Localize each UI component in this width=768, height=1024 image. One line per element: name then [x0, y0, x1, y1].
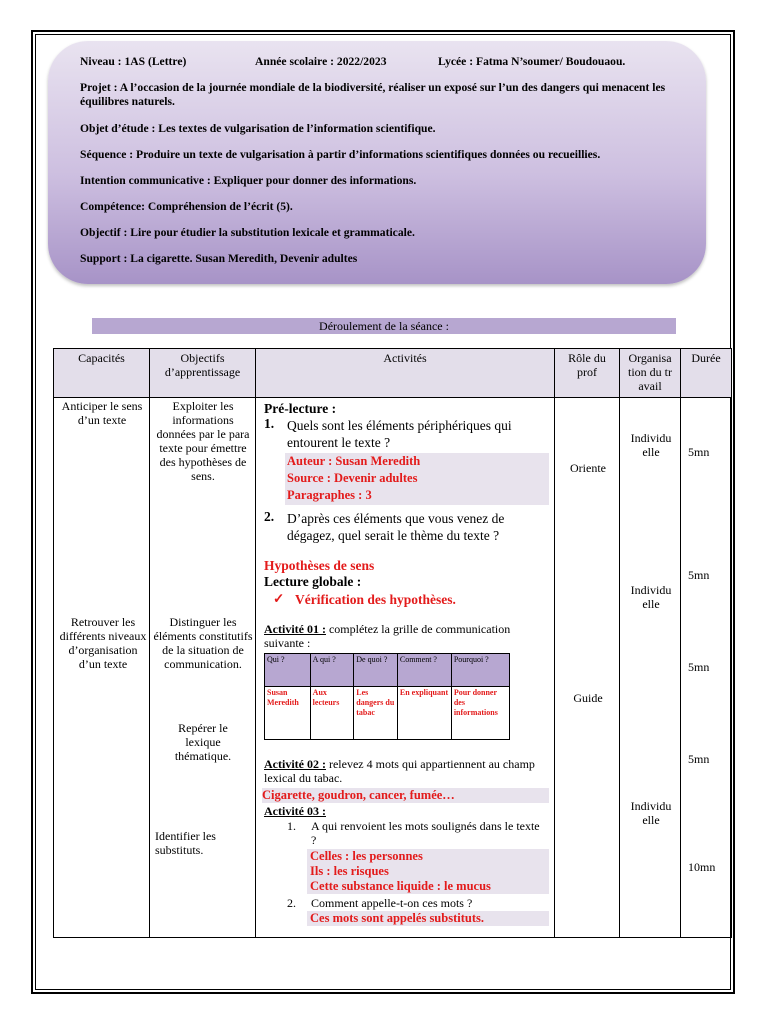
question-2: D’après ces éléments que vous venez de dégagez, quel serait le thème du texte ?	[287, 511, 505, 543]
table-body-row	[54, 398, 732, 938]
act3-answer-ils: Ils : les risques	[310, 864, 389, 878]
act3-answer-substituts: Ces mots sont appelés substituts.	[307, 911, 549, 926]
activite-02-answer: Cigarette, goudron, cancer, fumée…	[262, 788, 549, 803]
duree-1: 5mn	[688, 445, 710, 459]
header-annee: Année scolaire : 2022/2023	[255, 55, 387, 68]
grid-value-de-quoi: Les dangers du tabac	[354, 687, 398, 740]
grid-value-a-qui: Aux lecteurs	[310, 687, 354, 740]
objectif-distinguer: Distinguer les éléments constitutifs de la situation de communication.	[153, 615, 253, 671]
act3-question-1: A qui renvoient les mots soulignés dans le texte ?	[311, 819, 540, 847]
header-duree: Durée	[681, 349, 732, 398]
communication-grid	[264, 653, 510, 740]
verification-text: Vérification des hypothèses.	[295, 592, 456, 607]
duree-3: 5mn	[688, 660, 710, 674]
capacite-anticiper: Anticiper le sens d’un texte	[61, 399, 143, 427]
activite-01	[264, 622, 550, 650]
header-niveau: Niveau : 1AS (Lettre)	[80, 55, 187, 68]
objectif-identifier: Identifier les substituts.	[155, 829, 216, 857]
header-activites: Activités	[256, 349, 555, 398]
act3-q2-number: 2.	[287, 896, 296, 910]
answer-auteur: Auteur : Susan Meredith	[287, 454, 421, 468]
duree-4: 5mn	[688, 752, 710, 766]
role-guide: Guide	[573, 691, 603, 705]
header-box	[48, 41, 706, 284]
grid-value-pourquoi: Pour donner des informations	[451, 687, 509, 740]
duree-5: 10mn	[688, 860, 716, 874]
organisation-2: Individuelle	[630, 583, 672, 611]
header-objectifs	[150, 349, 256, 398]
act3-answer-celles: Celles : les personnes	[310, 849, 423, 863]
answer-1-box	[285, 453, 549, 505]
capacites-cell	[54, 398, 150, 938]
answer-paragraphes: Paragraphes : 3	[287, 488, 372, 502]
duree-2: 5mn	[688, 568, 710, 582]
check-icon: ✓	[273, 591, 285, 606]
organisation-cell	[620, 398, 681, 938]
grid-header-a-qui: A qui ?	[310, 654, 354, 687]
hypotheses-title: Hypothèses de sens	[264, 558, 375, 573]
activite-02-label: Activité 02 :	[264, 757, 326, 771]
header-objectif: Objectif : Lire pour étudier la substitution lexicale et grammaticale.	[80, 226, 415, 239]
lesson-table	[53, 348, 732, 938]
header-objectifs-label: Objectifs d’apprentissage	[164, 351, 241, 379]
lecture-globale-title: Lecture globale :	[264, 574, 362, 589]
activite-03-label: Activité 03 :	[264, 804, 326, 818]
grid-value-qui: Susan Meredith	[265, 687, 311, 740]
organisation-1: Individuelle	[630, 431, 672, 459]
objectifs-cell	[150, 398, 256, 938]
act3-answer-substance: Cette substance liquide : le mucus	[310, 879, 491, 893]
grid-header-de-quoi: De quoi ?	[354, 654, 398, 687]
grid-value-row	[265, 687, 510, 740]
table-header-row	[54, 349, 732, 398]
q2-number: 2.	[264, 509, 275, 524]
header-support: Support : La cigarette. Susan Meredith, Devenir adultes	[80, 252, 358, 265]
prelecture-title: Pré-lecture :	[264, 401, 337, 416]
act3-question-2: Comment appelle-t-on ces mots ?	[311, 896, 473, 910]
header-objet: Objet d’étude : Les textes de vulgarisation de l’information scientifique.	[80, 122, 436, 135]
role-cell	[555, 398, 620, 938]
activites-cell	[256, 398, 555, 938]
grid-header-qui: Qui ?	[265, 654, 311, 687]
act3-answers-box	[307, 849, 549, 894]
header-capacites: Capacités	[54, 349, 150, 398]
header-sequence: Séquence : Produire un texte de vulgarisation à partir d’informations scientifiques données ou recueillies.	[80, 148, 601, 161]
header-intention: Intention communicative : Expliquer pour donner des informations.	[80, 174, 417, 187]
grid-value-comment: En expliquant	[397, 687, 451, 740]
header-organisation-label: Organisation du travail	[628, 351, 672, 393]
header-competence: Compétence: Compréhension de l’écrit (5).	[80, 200, 293, 213]
header-lycee: Lycée : Fatma N’soumer/ Boudouaou.	[438, 55, 626, 68]
capacite-retrouver: Retrouver les différents niveaux d’organisation d’un texte	[59, 615, 147, 671]
act3-q1-number: 1.	[287, 819, 296, 833]
question-1: Quels sont les éléments périphériques qui entourent le texte ?	[287, 418, 512, 450]
grid-header-comment: Comment ?	[397, 654, 451, 687]
header-role	[555, 349, 620, 398]
grid-header-pourquoi: Pourquoi ?	[451, 654, 509, 687]
activite-01-label: Activité 01 :	[264, 622, 326, 636]
header-role-label: Rôle du prof	[568, 351, 606, 379]
organisation-3: Individuelle	[630, 799, 672, 827]
q1-number: 1.	[264, 416, 275, 431]
grid-header-row	[265, 654, 510, 687]
activite-02	[264, 757, 550, 785]
seance-title: Déroulement de la séance :	[92, 318, 676, 334]
header-organisation	[620, 349, 681, 398]
activite-01-text: complétez la grille de communication suivante :	[264, 622, 511, 650]
duree-cell	[681, 398, 732, 938]
header-projet: Projet : A l’occasion de la journée mondiale de la biodiversité, réaliser un exposé sur l’un des dangers qui menacent les équilibres naturels.	[80, 81, 666, 108]
role-oriente: Oriente	[570, 461, 606, 475]
objectif-reperer: Repérer le lexique thématique.	[174, 721, 232, 763]
answer-source: Source : Devenir adultes	[287, 471, 418, 485]
objectif-exploiter: Exploiter les informations données par le para texte pour émettre des hypothèses de sens.	[156, 399, 250, 483]
activite-02-text: relevez 4 mots qui appartiennent au champ lexical du tabac.	[264, 757, 535, 785]
